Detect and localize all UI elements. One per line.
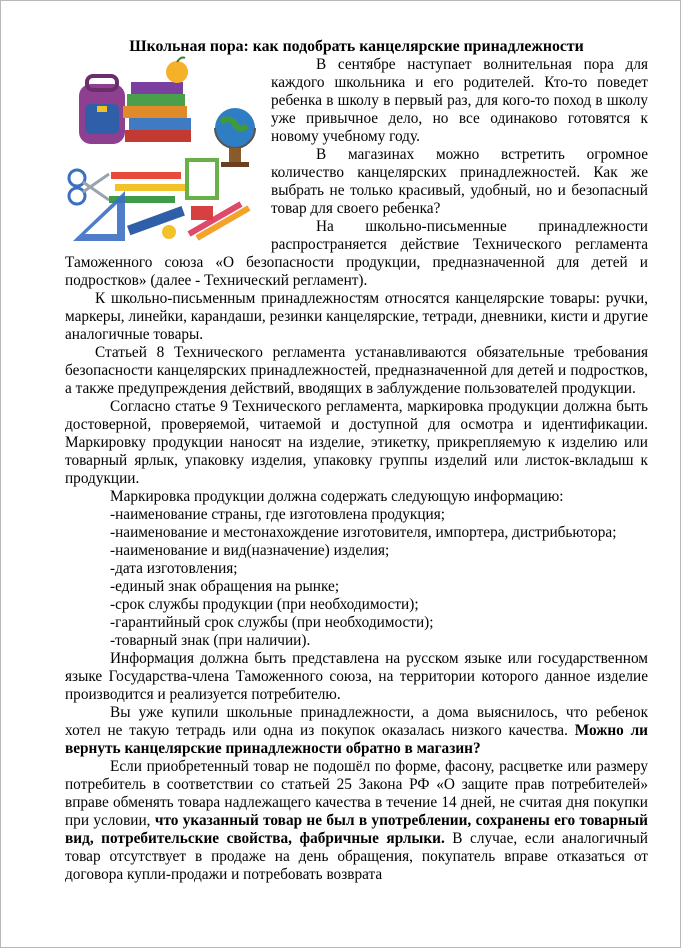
list-item: -дата изготовления; bbox=[110, 560, 238, 577]
marking-list bbox=[65, 506, 648, 650]
school-supplies-icon bbox=[65, 56, 263, 241]
bold-question: Можно ли вернуть канцелярские принадлежности обратно в магазин? bbox=[65, 722, 648, 757]
paragraph-intro: В сентябре наступает волнительная пора для каждого школьника и его родителей. Кто-то поведет ребенка в школу в первый раз, для кого-то поход в школу уже привычное дело, но все одинаково готовятся к новому учебному году. bbox=[271, 56, 648, 145]
paragraph-regulation: На школьно-письменные принадлежности распространяется действие Технического регламента Таможенного союза «О безопасности продукции, предназначенной для детей и подростков» (далее - Технический регламент). bbox=[65, 218, 648, 289]
bold-condition: что указанный товар не был в употреблении, сохранены его товарный вид, потребительские свойства, фабричные ярлыки. bbox=[65, 812, 649, 847]
text-span: Вы уже купили школьные принадлежности, а дома выяснилось, что ребенок хотел не такую тетрадь или одна из покупок оказалась низкого качества. bbox=[65, 704, 648, 739]
list-item: -наименование и местонахождение изготовителя, импортера, дистрибьютора; bbox=[110, 524, 617, 541]
paragraph-language: Информация должна быть представлена на русском языке или государственном языке Государства-члена Таможенного союза, на территории которого данное изделие производится и реализуется потребителю. bbox=[65, 650, 648, 703]
list-item: -единый знак обращения на рынке; bbox=[110, 578, 340, 595]
document-body bbox=[65, 37, 648, 884]
paragraph-return-question bbox=[65, 704, 648, 758]
paragraph-shops: В магазинах можно встретить огромное количество канцелярских принадлежностей. Как же выбрать не только красивый, удобный, но и безопасный товар для своего ребенка? bbox=[271, 146, 648, 217]
list-item: -срок службы продукции (при необходимости); bbox=[110, 596, 419, 613]
page-title: Школьная пора: как подобрать канцелярские принадлежности bbox=[129, 38, 584, 55]
paragraph-article-8: Статьей 8 Технического регламента устанавливаются обязательные требования безопасности канцелярских принадлежностей, предназначенной для детей и подростков, а также предупреждения действий, вводящих в заблуждение пользователей продукции. bbox=[65, 344, 648, 397]
text-span: В случае, если аналогичный товар отсутствует в продаже на день обращения, покупатель вправе отказаться от договора купли-продажи и потребовать возврата bbox=[65, 830, 648, 883]
list-item: -наименование и вид(назначение) изделия; bbox=[110, 542, 390, 559]
text-span: Если приобретенный товар не подошёл по форме, фасону, расцветке или размеру потребитель в соответствии со статьей 25 Закона РФ «О защите прав потребителей» вправе обменять товара надлежащего качества в течение 14 дней, не считая дня покупки при условии, bbox=[65, 758, 648, 829]
paragraph-article-9: Согласно статье 9 Технического регламента, маркировка продукции должна быть достоверной, проверяемой, читаемой и доступной для осмотра и идентификации. Маркировку продукции наносят на изделие, этикетку, прикрепляемую к изделию или товарный ярлык, упаковку изделия, упаковку группы изделий или листок-вкладыш к продукции. bbox=[65, 398, 648, 487]
paragraph-exchange bbox=[65, 758, 648, 884]
list-item: -наименование страны, где изготовлена продукция; bbox=[110, 506, 445, 523]
list-item: -товарный знак (при наличии). bbox=[110, 632, 311, 649]
list-item: -гарантийный срок службы (при необходимости); bbox=[110, 614, 434, 631]
list-intro: Маркировка продукции должна содержать следующую информацию: bbox=[110, 488, 564, 505]
paragraph-goods: К школьно-письменным принадлежностям относятся канцелярские товары: ручки, маркеры, линейки, карандаши, резинки канцелярские, тетради, дневники, кисти и другие аналогичные товары. bbox=[65, 290, 648, 343]
